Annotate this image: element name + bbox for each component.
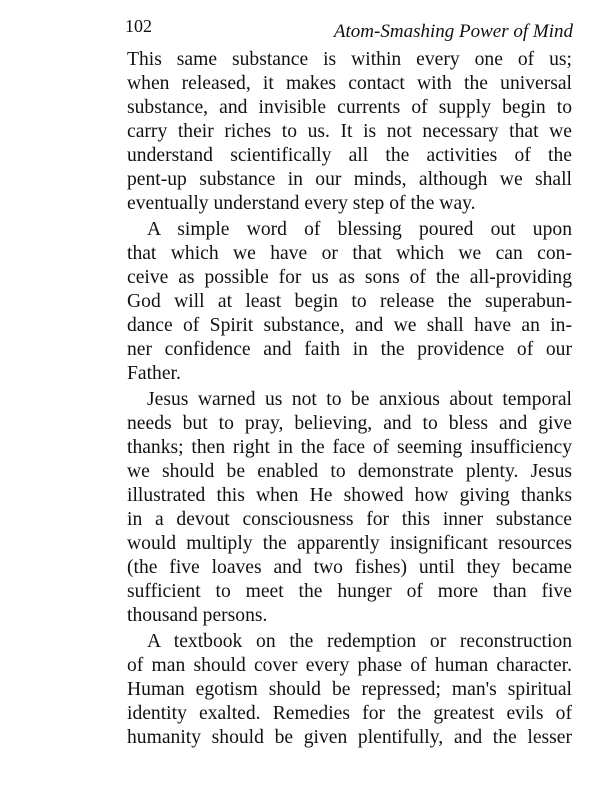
- text-line: Father.: [127, 363, 181, 384]
- text-line: that which we have or that which we can con-: [127, 243, 572, 264]
- text-line: ceive as possible for us as sons of the all-providing: [127, 267, 572, 288]
- text-line: A simple word of blessing poured out upon: [147, 219, 572, 240]
- text-line: ner confidence and faith in the providence of our: [127, 339, 572, 360]
- text-line: when released, it makes contact with the universal: [127, 73, 572, 94]
- text-line: (the five loaves and two fishes) until they became: [127, 557, 572, 578]
- running-head: Atom-Smashing Power of Mind: [333, 21, 573, 42]
- text-line: eventually understand every step of the way.: [127, 193, 476, 214]
- text-line: identity exalted. Remedies for the greatest evils of: [127, 703, 572, 724]
- text-line: Human egotism should be repressed; man's spiritual: [127, 679, 572, 700]
- page-number: 102: [125, 16, 152, 36]
- text-line: humanity should be given plentifully, and the lesser: [127, 727, 572, 748]
- text-line: understand scientifically all the activities of the: [127, 145, 572, 166]
- text-line: carry their riches to us. It is not necessary that we: [127, 121, 572, 142]
- text-line: needs but to pray, believing, and to bless and give: [127, 413, 572, 434]
- text-line: God will at least begin to release the superabun-: [127, 291, 572, 312]
- text-line: pent-up substance in our minds, although we shall: [127, 169, 572, 190]
- text-line: illustrated this when He showed how giving thanks: [127, 485, 572, 506]
- text-line: This same substance is within every one of us;: [127, 49, 572, 70]
- page-header: [125, 16, 573, 42]
- text-line: of man should cover every phase of human character.: [127, 655, 572, 676]
- text-line: would multiply the apparently insignificant resources: [127, 533, 572, 554]
- text-line: dance of Spirit substance, and we shall have an in-: [127, 315, 572, 336]
- text-line: Jesus warned us not to be anxious about temporal: [147, 389, 572, 410]
- text-line: we should be enabled to demonstrate plenty. Jesus: [127, 461, 572, 482]
- text-line: A textbook on the redemption or reconstruction: [147, 631, 572, 652]
- text-line: thanks; then right in the face of seeming insufficiency: [127, 437, 572, 458]
- text-line: substance, and invisible currents of supply begin to: [127, 97, 572, 118]
- text-line: thousand persons.: [127, 605, 268, 626]
- text-line: in a devout consciousness for this inner substance: [127, 509, 572, 530]
- text-line: sufficient to meet the hunger of more than five: [127, 581, 572, 602]
